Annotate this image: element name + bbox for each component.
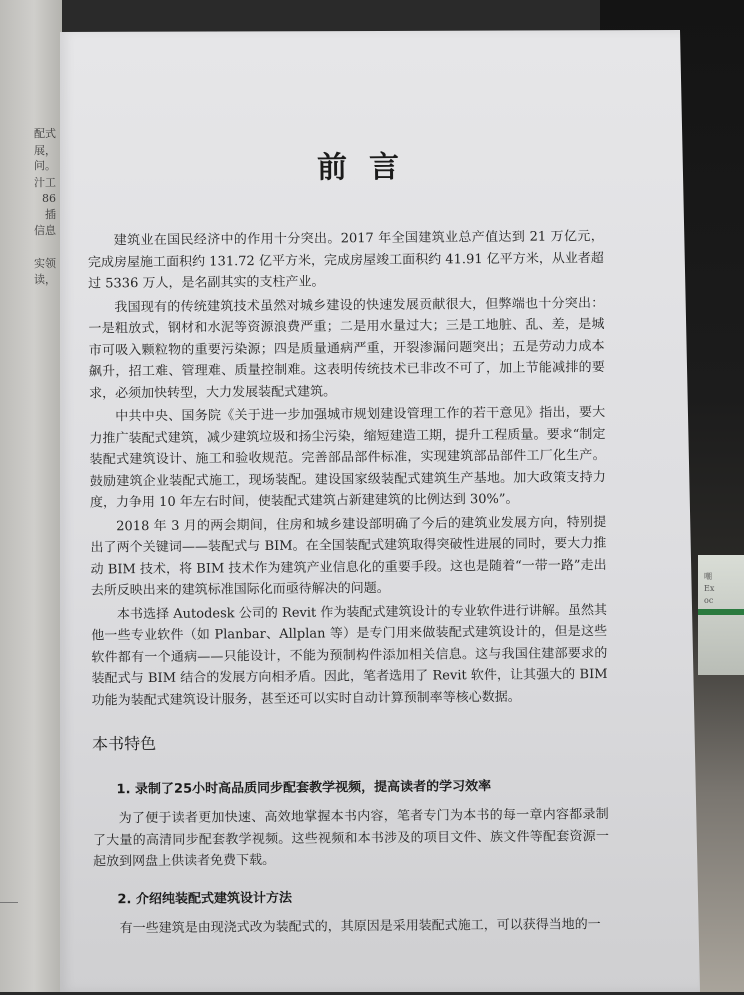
facing-page-text: 配式 xyxy=(34,127,56,140)
side-box-text: Ex xyxy=(704,584,715,593)
side-box-text: 嘲 xyxy=(704,572,712,581)
paragraph: 中共中央、国务院《关于进一步加强城市规划建设管理工作的若干意见》指出，要大力推广装配式建筑，减少建筑垃圾和扬尘污染，缩短建造工期，提升工程质量。要求“制定装配式建筑设计、施工和验收规范。完善部品部件标准，实现建筑部品部件工厂化生产。鼓励建筑企业装配式施工，现场装配。建设国家级装配式建筑生产基地。加大政策支持力度，力争用 10 年左右时间，使装配式建筑占新建建筑的比例达到 30%”。 xyxy=(89,405,606,511)
feature-paragraph-2: 有一些建筑是由现浇式改为装配式的，其原因是采用装配式施工，可以获得当地的一 xyxy=(119,917,601,937)
paragraph: 建筑业在国民经济中的作用十分突出。2017 年全国建筑业总产值达到 21 万亿元，完成房屋施工面积约 131.72 亿平方米，完成房屋竣工面积约 41.91 亿平方米，从业者超过 5336 万人，是名副其实的支柱产业。 xyxy=(87,229,604,292)
facing-page-text: 展， xyxy=(34,144,56,157)
page-body xyxy=(88,226,610,942)
facing-page-text: 读， xyxy=(34,273,56,286)
feature-heading-2: 2. 介绍纯装配式建筑设计方法 xyxy=(117,890,293,907)
facing-page-text: 86 xyxy=(42,192,56,205)
page-title: 前言 xyxy=(316,149,422,186)
paragraph: 2018 年 3 月的两会期间，住房和城乡建设部明确了今后的建筑业发展方向，特别提出了两个关键词——装配式与 BIM。在全国装配式建筑取得突破性进展的同时，要大力推动 BIM 技术，将 BIM 技术作为建筑产业信息化的重要手段。这也是随着“一带一路”走出去所反映出来的建筑标准国际化而亟待解决的问题。 xyxy=(90,514,607,599)
side-box-text: oc xyxy=(704,596,714,605)
section-heading: 本书特色 xyxy=(92,733,157,754)
facing-page-text: 实领 xyxy=(34,257,56,270)
paragraph: 我国现有的传统建筑技术虽然对城乡建设的快速发展贡献很大，但弊端也十分突出：一是粗放式，钢材和水泥等资源浪费严重；二是用水量过大；三是工地脏、乱、差，是城市可吸入颗粒物的重要污染源；四是质量通病严重，开裂渗漏问题突出；五是劳动力成本飙升，招工难、管理难、质量控制难。这表明传统技术已非改不可了，加上节能减排的要求，必须加快转型，大力发展装配式建筑。 xyxy=(88,295,605,402)
paragraph: 本书选择 Autodesk 公司的 Revit 作为装配式建筑设计的专业软件进行讲解。虽然其他一些专业软件（如 Planbar、Allplan 等）是专门用来做装配式建筑设计的，但是这些软件都有一个通病——只能设计，不能为预制构件添加相关信息。这与我国住建部要求的装配式与 BIM 结合的发展方向相矛盾。因此，笔者选用了 Revit 软件，让其强大的 BIM 功能为装配式建筑设计服务，甚至还可以实时自动计算预制率等核心数据。 xyxy=(91,602,608,709)
facing-page-text: 汁工 xyxy=(34,176,56,189)
feature-heading-1: 1. 录制了25小时高品质同步配套教学视频，提高读者的学习效率 xyxy=(116,778,492,797)
facing-page-text: 问。 xyxy=(34,159,56,172)
facing-page-text: 插 xyxy=(45,208,56,221)
facing-page-text: 信息 xyxy=(34,224,56,237)
feature-paragraph-1: 为了便于读者更加快速、高效地掌握本书内容，笔者专门为本书的每一章内容都录制了大量的高清同步配套教学视频。这些视频和本书涉及的项目文件、族文件等配套资源一起放到网盘上供读者免费下载。 xyxy=(92,807,610,870)
